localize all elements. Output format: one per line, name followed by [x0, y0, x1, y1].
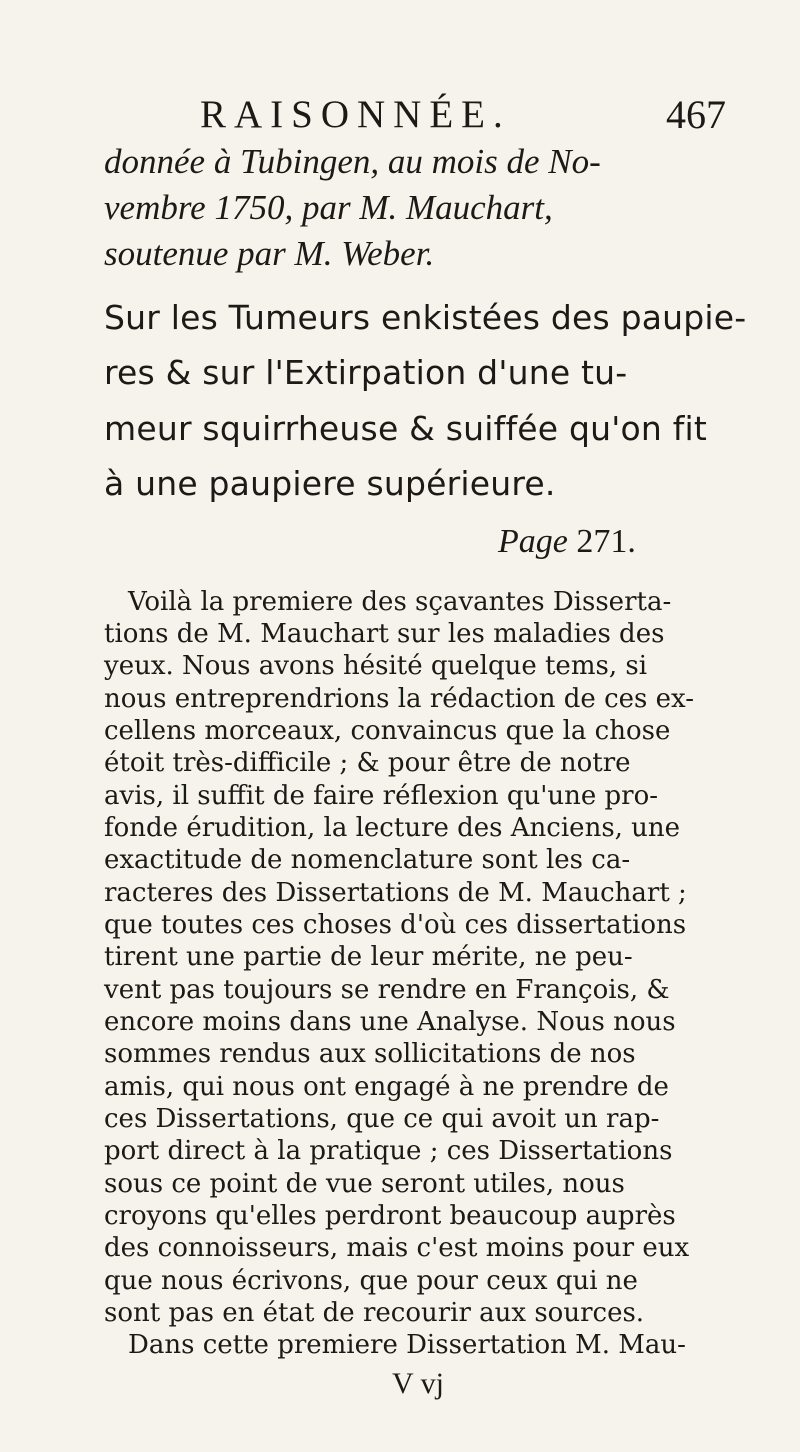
body-line: ces Dissertations, que ce qui avoit un rap- — [104, 1104, 660, 1134]
body-line: des connoisseurs, mais c'est moins pour eux — [104, 1233, 690, 1263]
heading-line: meur squirrheuse & suiffée qu'on fit — [104, 409, 708, 448]
body-line: vent pas toujours se rendre en François, & — [104, 975, 670, 1005]
body-line: cellens morceaux, convaincus que la chose — [104, 716, 671, 746]
citation-line: donnée à Tubingen, au mois de No- — [104, 142, 601, 181]
body-line: croyons qu'elles perdront beaucoup auprès — [104, 1201, 676, 1231]
body-line: étoit très-difficile ; & pour être de notre — [104, 748, 631, 778]
body-line: sont pas en état de recourir aux sources. — [104, 1298, 645, 1328]
body-line: yeux. Nous avons hésité quelque tems, si — [104, 651, 648, 681]
body-line: sommes rendus aux sollicitations de nos — [104, 1039, 636, 1069]
heading-line: Sur les Tumeurs enkistées des paupie- — [104, 298, 747, 337]
page-reference-label: Page — [498, 523, 568, 560]
signature-mark: V vj — [392, 1367, 444, 1400]
body-line: que toutes ces choses d'où ces dissertations — [104, 910, 687, 940]
page-number: 467 — [666, 92, 726, 137]
body-line: exactitude de nomenclature sont les ca- — [104, 845, 631, 875]
heading-line: à une paupiere supérieure. — [104, 464, 556, 503]
body-line: racteres des Dissertations de M. Mauchart ; — [104, 878, 687, 908]
heading-line: res & sur l'Extirpation d'une tu- — [104, 353, 628, 392]
body-line: amis, qui nous ont engagé à ne prendre de — [104, 1072, 669, 1102]
body-line: nous entreprendrions la rédaction de ces ex- — [104, 684, 695, 714]
body-line: avis, il suffit de faire réflexion qu'une pro- — [104, 781, 659, 811]
page-reference — [498, 522, 636, 562]
body-line: tirent une partie de leur mérite, ne peu- — [104, 942, 633, 972]
body-line: Voilà la premiere des sçavantes Disserta- — [128, 587, 672, 617]
running-title: RAISONNÉE. — [200, 93, 511, 136]
body-line: encore moins dans une Analyse. Nous nous — [104, 1007, 676, 1037]
body-line: fonde érudition, la lecture des Anciens, une — [104, 813, 681, 843]
body-line: que nous écrivons, que pour ceux qui ne — [104, 1266, 638, 1296]
page-reference-number: 271. — [576, 523, 636, 560]
body-line: Dans cette premiere Dissertation M. Mau- — [128, 1330, 686, 1360]
body-line: sous ce point de vue seront utiles, nous — [104, 1169, 625, 1199]
body-line: port direct à la pratique ; ces Dissertations — [104, 1136, 673, 1166]
citation-line: vembre 1750, par M. Mauchart, — [104, 188, 553, 227]
body-line: tions de M. Mauchart sur les maladies des — [104, 619, 665, 649]
running-header — [200, 92, 760, 137]
citation-line: soutenue par M. Weber. — [104, 234, 435, 273]
